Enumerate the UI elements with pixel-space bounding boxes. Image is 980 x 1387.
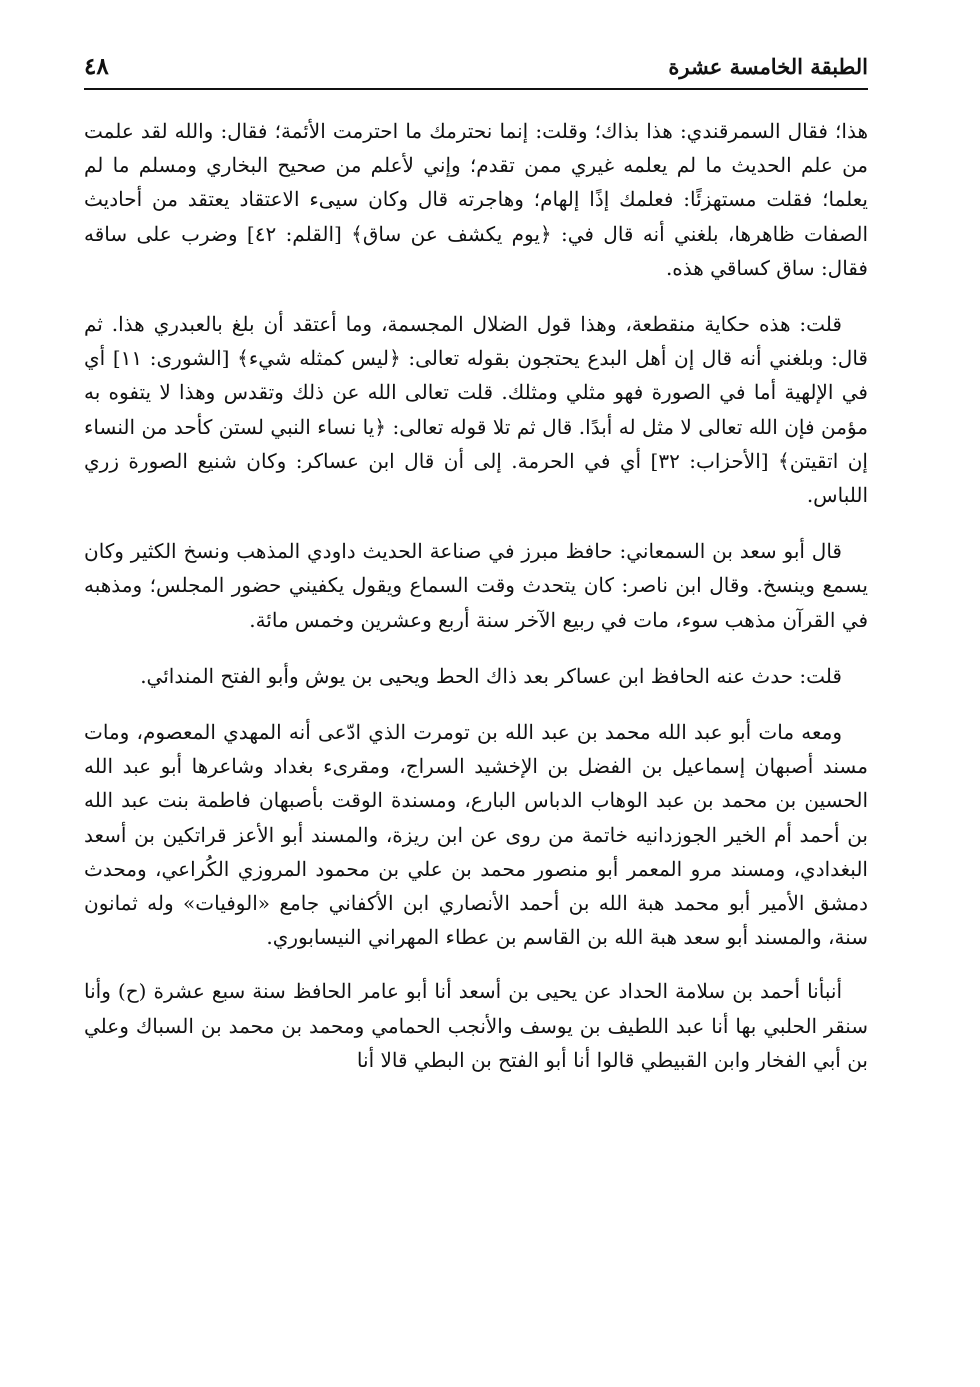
paragraph: قلت: حدث عنه الحافظ ابن عساكر بعد ذاك الحط ويحيى بن يوش وأبو الفتح المندائي. (140, 663, 842, 688)
paragraph: قال أبو سعد بن السمعاني: حافظ مبرز في صناعة الحديث داودي المذهب ونسخ الكثير وكان يسمع وينسخ. وقال ابن ناصر: كان يتحدث وقت السماع ويقول يكفيني حضور المجلس؛ ومذهبه في القرآن مذهب سوء، مات في ربيع الآخر سنة أربع وعشرين وخمس مائة. (84, 539, 868, 632)
page-header (84, 44, 868, 90)
page-number: ٤٨ (84, 52, 109, 80)
running-title: الطبقة الخامسة عشرة (668, 53, 868, 79)
paragraph: أنبأنا أحمد بن سلامة الحداد عن يحيى بن أسعد أنا أبو عامر الحافظ سنة سبع عشرة (ح) وأنا سنقر الحلبي بها أنا عبد اللطيف بن يوسف والأنجب الحمامي ومحمد بن محمد بن السباك وعلي بن أبي الفخار وابن القبيطي قالوا أنا أبو الفتح بن البطي قالا أنا (84, 979, 868, 1072)
paragraph: قلت: هذه حكاية منقطعة، وهذا قول الضلال المجسمة، وما أعتقد أن بلغ بالعبدري هذا. ثم قال: وبلغني أنه قال إن أهل البدع يحتجون بقوله تعالى: ﴿ليس كمثله شيء﴾ [الشورى: ١١] أي في الإلهية أما في الصورة فهو مثلي ومثلك. قلت تعالى الله عن ذلك وتقدس وهذا لا يتفوه به مؤمن فإن الله تعالى لا مثل له أبدًا. قال ثم تلا قوله تعالى: ﴿يا نساء النبي لستن كأحد من النساء إن اتقيتن﴾ [الأحزاب: ٣٢] أي في الحرمة. إلى أن قال ابن عساكر: وكان شنيع الصورة زري اللباس. (84, 312, 868, 508)
paragraph: هذا؛ فقال السمرقندي: هذا بذاك؛ وقلت: إنما نحترمك ما احترمت الأئمة؛ فقال: والله لقد علمت من علم الحديث ما لم يعلمه غيري ممن تقدم؛ وإني لأعلم من صحيح البخاري ومسلم ما لم يعلما؛ فقلت مستهزئًا: فعلمك إذًا إلهام؛ وهاجرته قال وكان سيىء الاعتقاد يعتقد من أحاديث الصفات ظاهرها، بلغني أنه قال في: ﴿يوم يكشف عن ساق﴾ [القلم: ٤٢] وضرب على ساقه فقال: ساق كساقي هذه. (84, 119, 868, 280)
paragraph: ومعه مات أبو عبد الله محمد بن عبد الله بن تومرت الذي ادّعى أنه المهدي المعصوم، ومات مسند أصبهان إسماعيل بن الفضل بن الإخشيد السراج، ومقرىء بغداد وشاعرها أبو عبد الله الحسين بن محمد بن عبد الوهاب الدباس البارع، ومسندة الوقت بأصبهان فاطمة بنت عبد الله بن أحمد أم الخير الجوزدانيه خاتمة من روى عن ابن ريزة، والمسند أبو الأعز قراتكين بن أسعد البغدادي، ومسند مرو المعمر أبو منصور محمد بن علي بن محمود المروزي الكُراعي، ومحدث دمشق الأمير أبو محمد هبة الله بن أحمد الأنصاري ابن الأكفاني جامع «الوفيات» وله ثمانون سنة، والمسند أبو سعد هبة الله بن القاسم بن عطاء المهراني النيسابوري. (84, 720, 868, 950)
page-body (84, 114, 868, 1099)
